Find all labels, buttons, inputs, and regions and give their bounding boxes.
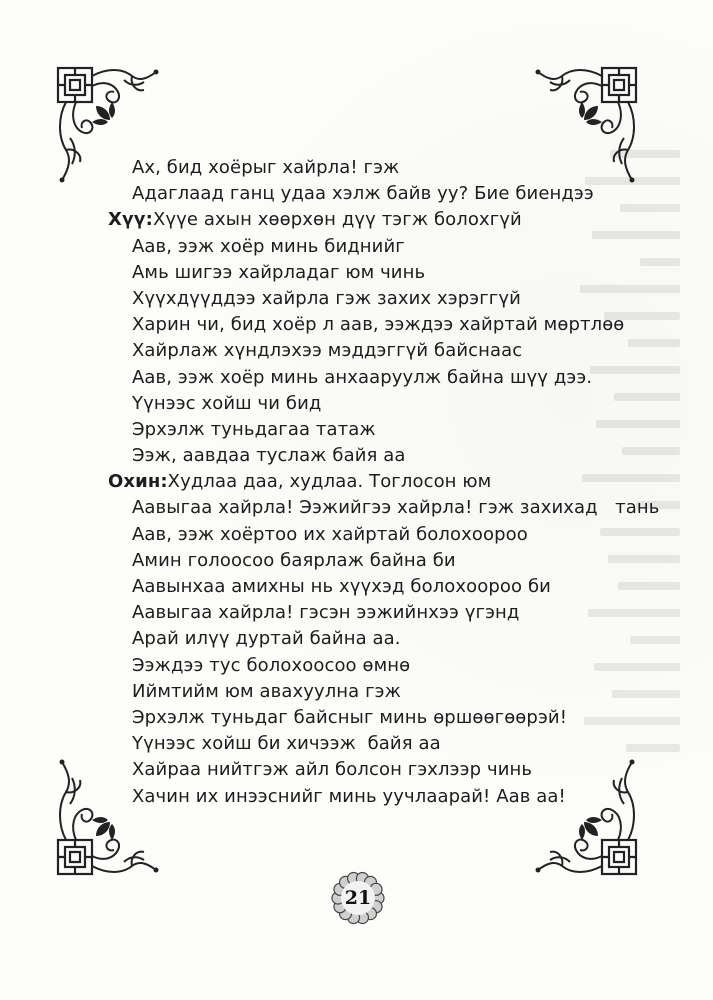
line-text: Худлаа даа, худлаа. Тоглосон юм <box>167 471 492 493</box>
line-text: Амь шигээ хайрладаг юм чинь <box>132 261 426 283</box>
line-text: Амин голоосоо баярлаж байна би <box>132 549 456 571</box>
text-line <box>108 417 628 443</box>
line-text: Хайраа нийтгэж айл болсон гэхлээр чинь <box>132 759 533 781</box>
line-text: Аавынхаа амихны нь хүүхэд болохоороо би <box>132 576 551 597</box>
text-line <box>108 469 628 495</box>
text-line <box>108 679 628 705</box>
line-text: Эрхэлж туньдаг байсныг минь өршөөгөөрэй! <box>132 706 568 728</box>
text-line <box>108 181 628 207</box>
line-text: Арай илүү дуртай байна аа. <box>132 628 401 650</box>
speaker-label: Хүү: <box>108 209 153 231</box>
text-line <box>108 522 628 548</box>
text-line <box>108 705 628 731</box>
text-line <box>108 207 628 233</box>
line-text: Аавыгаа хайрла! гэсэн ээжийнхээ үгэнд <box>132 602 520 624</box>
text-line <box>108 548 628 574</box>
text-line <box>108 731 628 757</box>
page-number-badge <box>330 870 386 926</box>
line-text: Эрхэлж туньдагаа татаж <box>132 418 376 440</box>
line-text: Аав, ээж хоёр минь биднийг <box>132 235 405 257</box>
line-text: Хачин их инээснийг минь уучлаарай! Аав аа! <box>132 785 566 807</box>
line-text: Үүнээс хойш чи бид <box>132 392 322 414</box>
poem-text <box>108 155 660 810</box>
text-line <box>108 312 628 338</box>
text-line <box>108 391 628 417</box>
line-text: Аав, ээж хоёр минь анхааруулж байна шүү дээ. <box>132 366 593 388</box>
line-text: Адаглаад ганц удаа хэлж байв уу? Бие биендээ <box>132 183 594 205</box>
speaker-label: Охин: <box>108 471 168 493</box>
line-text: Харин чи, бид хоёр л аав, ээждээ хайртай мөртлөө <box>132 314 625 336</box>
text-line <box>108 757 628 783</box>
text-line <box>108 234 628 260</box>
text-line <box>108 574 628 600</box>
line-text: Аавыгаа хайрла! Ээжийгээ хайрла! гэж захихад тань <box>132 497 660 519</box>
text-line <box>108 338 628 364</box>
line-text: Ээж, аавдаа туслаж байя аа <box>132 445 406 467</box>
text-line <box>108 260 628 286</box>
text-line <box>108 495 660 521</box>
line-text: Аав, ээж хоёртоо их хайртай болохоороо <box>132 523 528 545</box>
text-line <box>108 600 628 626</box>
text-line <box>108 365 628 391</box>
line-text: Хайрлаж хүндлэхээ мэддэггүй байснаас <box>132 340 523 362</box>
page-number: 21 <box>344 887 372 909</box>
line-text: Хүүе ахын хөөрхөн дүү тэгж болохгүй <box>152 209 522 231</box>
text-line <box>108 653 628 679</box>
text-line <box>108 286 628 312</box>
line-text: Ах, бид хоёрыг хайрла! гэж <box>132 157 400 178</box>
text-line <box>108 443 628 469</box>
line-text: Ээждээ тус болохоосоо өмнө <box>132 654 411 676</box>
line-text: Иймтийм юм авахуулна гэж <box>132 680 401 702</box>
line-text: Үүнээс хойш би хичээж байя аа <box>132 733 441 755</box>
text-line <box>108 626 628 652</box>
text-line <box>108 155 628 181</box>
text-line <box>108 784 628 810</box>
line-text: Хүүхдүүддээ хайрла гэж захих хэрэггүй <box>132 287 521 309</box>
